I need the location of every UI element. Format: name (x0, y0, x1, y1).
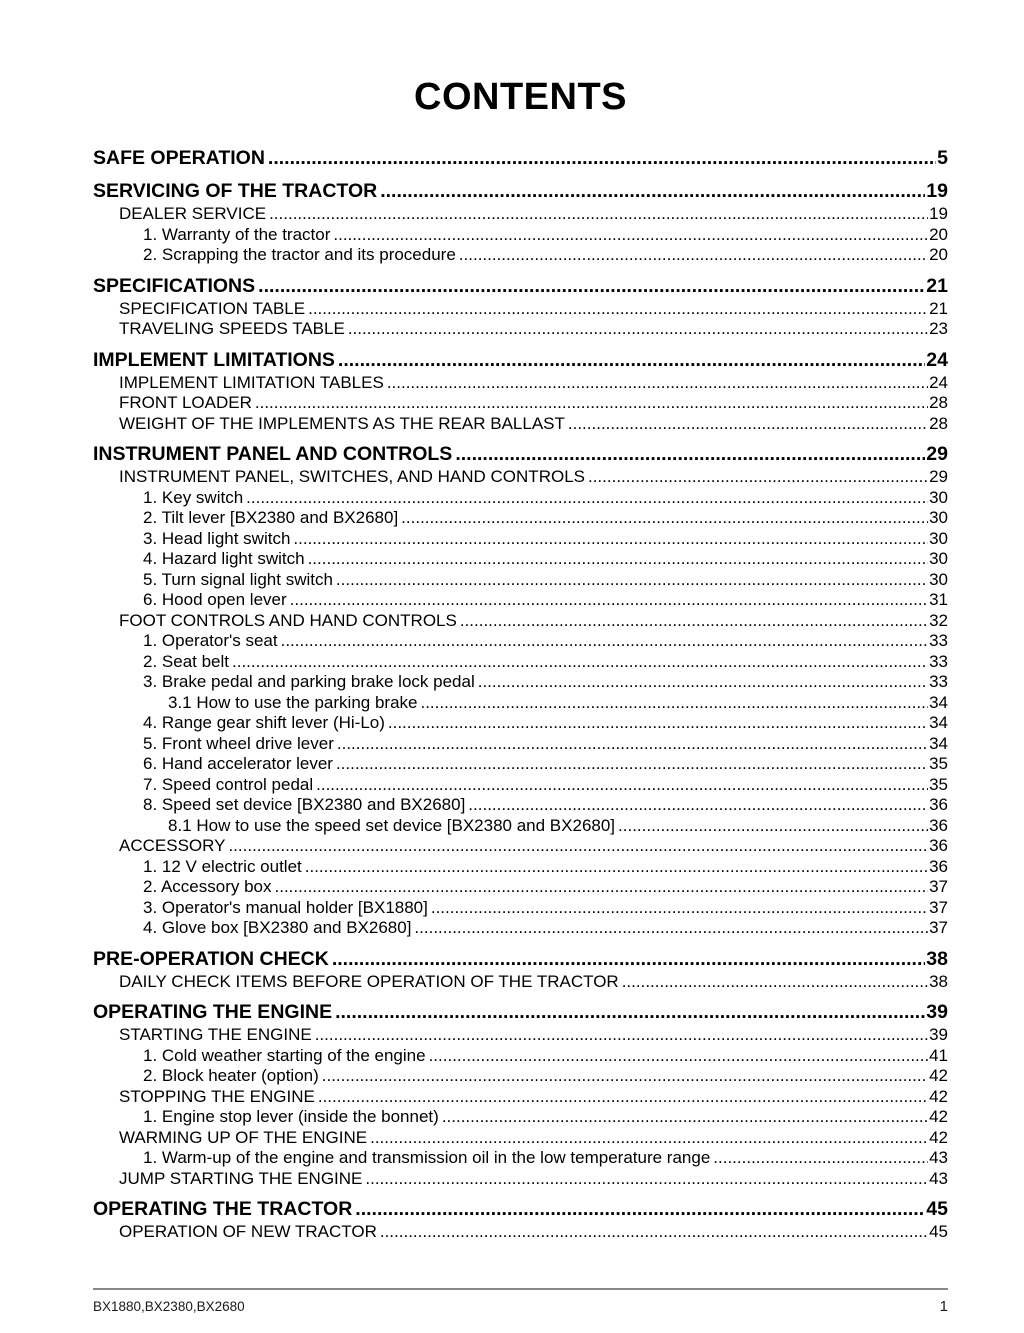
toc-entry-page: 41 (929, 1045, 948, 1065)
toc-entry-label: 3. Operator's manual holder [BX1880] (143, 897, 428, 917)
dot-leader (332, 947, 925, 972)
dot-leader (355, 1197, 925, 1222)
toc-entry (93, 319, 948, 340)
toc-entry (93, 529, 948, 550)
toc-entry-label: 1. Cold weather starting of the engine (143, 1045, 426, 1065)
toc-entry-label: 6. Hood open lever (143, 590, 287, 609)
dot-leader (442, 1107, 928, 1128)
dot-leader (414, 918, 928, 939)
toc-entry (93, 898, 948, 919)
dot-leader (713, 1148, 928, 1169)
toc-entry-page: 36 (929, 856, 948, 876)
toc-entry-label: SPECIFICATION TABLE (119, 298, 306, 318)
toc-entry (93, 590, 948, 611)
dot-leader (348, 319, 928, 340)
toc-entry-page: 33 (929, 631, 948, 650)
dot-leader (568, 414, 928, 435)
toc-entry-label: 3.1 How to use the parking brake (168, 692, 418, 712)
dot-leader (322, 1066, 928, 1087)
toc-entry-label: DEALER SERVICE (119, 204, 267, 223)
toc-entry (93, 393, 948, 414)
dot-leader (468, 795, 928, 816)
toc-entry (93, 947, 948, 972)
toc-entry-label: OPERATING THE ENGINE (93, 1001, 333, 1023)
toc-entry-page: 33 (929, 651, 948, 671)
toc-entry-label: 7. Speed control pedal (143, 774, 314, 794)
toc-entry (93, 713, 948, 734)
toc-entry (93, 146, 948, 171)
toc-entry-page: 30 (929, 528, 948, 548)
dot-leader (380, 179, 925, 204)
toc-entry-page: 36 (929, 836, 948, 855)
toc-entry-page: 24 (929, 372, 948, 392)
dot-leader (337, 734, 928, 755)
toc-entry (93, 652, 948, 673)
toc-entry (93, 549, 948, 570)
toc-entry-label: 8.1 How to use the speed set device [BX2380 and BX2680] (168, 815, 616, 835)
dot-leader (268, 146, 936, 171)
toc-entry-page: 45 (929, 1222, 948, 1241)
dot-leader (336, 570, 928, 591)
toc-entry (93, 1046, 948, 1067)
toc-entry (93, 1197, 948, 1222)
toc-entry (93, 508, 948, 529)
toc-entry-label: OPERATION OF NEW TRACTOR (119, 1222, 377, 1241)
toc-entry-label: PRE-OPERATION CHECK (93, 947, 329, 970)
toc-entry-page: 33 (929, 672, 948, 691)
dot-leader (275, 877, 929, 898)
toc-entry (93, 754, 948, 775)
dot-leader (622, 972, 928, 993)
dot-leader (478, 672, 928, 693)
footer-page-number: 1 (939, 1298, 948, 1315)
toc-entry-page: 29 (926, 443, 948, 465)
footer-model-codes: BX1880,BX2380,BX2680 (93, 1299, 245, 1314)
toc-entry (93, 299, 948, 320)
toc-entry-page: 42 (929, 1127, 948, 1147)
dot-leader (315, 1025, 928, 1046)
dot-leader (281, 631, 928, 652)
toc-entry-page: 45 (926, 1198, 948, 1220)
toc-entry-page: 38 (929, 971, 948, 991)
dot-leader (459, 245, 928, 266)
toc-entry-label: 2. Seat belt (143, 651, 230, 671)
toc-entry-page: 39 (929, 1025, 948, 1044)
toc-entry-label: INSTRUMENT PANEL AND CONTROLS (93, 443, 453, 465)
toc-entry-label: 5. Front wheel drive lever (143, 733, 334, 753)
dot-leader (370, 1128, 928, 1149)
toc-entry-label: 5. Turn signal light switch (143, 569, 333, 589)
dot-leader (269, 204, 928, 225)
toc-entry-page: 28 (929, 393, 948, 412)
toc-entry-page: 32 (929, 610, 948, 630)
toc-entry-label: 3. Head light switch (143, 528, 291, 548)
toc-entry-label: IMPLEMENT LIMITATIONS (93, 348, 335, 371)
toc-entry-label: DAILY CHECK ITEMS BEFORE OPERATION OF THE TRACTOR (119, 971, 619, 991)
toc-entry-label: SAFE OPERATION (93, 147, 265, 169)
dot-leader (460, 611, 928, 632)
toc-entry-page: 42 (929, 1066, 948, 1085)
toc-entry-label: 2. Tilt lever [BX2380 and BX2680] (143, 508, 399, 527)
toc-entry-page: 38 (926, 947, 948, 970)
dot-leader (308, 299, 928, 320)
toc-entry-page: 43 (929, 1168, 948, 1188)
toc-entry (93, 442, 948, 467)
toc-entry (93, 877, 948, 898)
dot-leader (431, 898, 928, 919)
dot-leader (365, 1169, 928, 1190)
toc-entry (93, 179, 948, 204)
toc-entry (93, 795, 948, 816)
toc-entry-label: 8. Speed set device [BX2380 and BX2680] (143, 795, 466, 814)
toc-entry (93, 348, 948, 373)
toc-entry-page: 43 (929, 1148, 948, 1167)
toc-entry (93, 467, 948, 488)
toc-entry-label: 1. Operator's seat (143, 631, 278, 650)
toc-entry-label: FOOT CONTROLS AND HAND CONTROLS (119, 610, 457, 630)
toc-entry-label: STOPPING THE ENGINE (119, 1086, 315, 1106)
toc-entry-page: 29 (929, 467, 948, 486)
toc-entry-page: 5 (937, 147, 948, 169)
toc-entry (93, 857, 948, 878)
toc-entry-page: 37 (929, 918, 948, 937)
toc-entry (93, 918, 948, 939)
toc-entry (93, 631, 948, 652)
toc-entry-page: 30 (929, 508, 948, 527)
toc-entry (93, 611, 948, 632)
toc-entry (93, 1222, 948, 1243)
dot-leader (232, 652, 928, 673)
dot-leader (420, 693, 928, 714)
page-footer (93, 1288, 948, 1315)
toc-entry-page: 21 (926, 274, 948, 297)
toc-entry-page: 36 (929, 795, 948, 814)
toc-entry-page: 34 (929, 733, 948, 753)
toc-entry (93, 414, 948, 435)
toc-entry-page: 36 (929, 815, 948, 835)
toc-entry-page: 30 (929, 487, 948, 507)
toc-entry (93, 836, 948, 857)
dot-leader (387, 373, 928, 394)
toc-entry-label: JUMP STARTING THE ENGINE (119, 1168, 363, 1188)
toc-entry-page: 34 (929, 692, 948, 712)
dot-leader (338, 348, 925, 373)
toc-entry (93, 488, 948, 509)
toc-entry-label: 4. Glove box [BX2380 and BX2680] (143, 918, 412, 937)
toc-entry (93, 775, 948, 796)
toc-entry (93, 1128, 948, 1149)
toc-entry-label: 1. 12 V electric outlet (143, 856, 302, 876)
toc-entry-page: 35 (929, 774, 948, 794)
dot-leader (305, 857, 928, 878)
toc-entry (93, 1025, 948, 1046)
toc-entry-label: 2. Accessory box (143, 877, 272, 896)
toc-entry (93, 373, 948, 394)
toc-entry-label: SERVICING OF THE TRACTOR (93, 180, 378, 202)
toc-entry (93, 693, 948, 714)
dot-leader (618, 816, 928, 837)
toc-entry-label: FRONT LOADER (119, 393, 252, 412)
toc-entry-label: 3. Brake pedal and parking brake lock pedal (143, 672, 475, 691)
toc-entry-page: 28 (929, 413, 948, 433)
dot-leader (318, 1087, 928, 1108)
toc-entry-page: 34 (929, 713, 948, 732)
toc-entry-label: WEIGHT OF THE IMPLEMENTS AS THE REAR BALLAST (119, 413, 565, 433)
dot-leader (258, 274, 925, 299)
toc-entry (93, 1148, 948, 1169)
toc-entry-label: 1. Warranty of the tractor (143, 224, 331, 244)
toc-entry-label: 4. Range gear shift lever (Hi-Lo) (143, 713, 385, 732)
toc-entry-page: 30 (929, 569, 948, 589)
dot-leader (401, 508, 928, 529)
dot-leader (293, 529, 928, 550)
dot-leader (333, 225, 928, 246)
dot-leader (336, 754, 928, 775)
dot-leader (308, 549, 929, 570)
toc-entry-page: 31 (929, 590, 948, 609)
page-title: CONTENTS (414, 76, 627, 118)
toc-entry (93, 734, 948, 755)
toc-entry-label: 1. Key switch (143, 487, 244, 507)
toc-entry-label: 1. Warm-up of the engine and transmission oil in the low temperature range (143, 1148, 711, 1167)
toc-entry-page: 21 (929, 298, 948, 318)
toc-entry-label: 1. Engine stop lever (inside the bonnet) (143, 1107, 439, 1126)
toc-entry-page: 39 (926, 1001, 948, 1023)
toc-entry-label: 2. Block heater (option) (143, 1066, 319, 1085)
toc-entry (93, 816, 948, 837)
toc-entry-label: SPECIFICATIONS (93, 274, 256, 297)
toc-entry-label: OPERATING THE TRACTOR (93, 1198, 353, 1220)
toc-entry (93, 225, 948, 246)
toc-entry-page: 19 (926, 180, 948, 202)
toc-entry (93, 1066, 948, 1087)
toc-entry-page: 37 (929, 897, 948, 917)
toc-entry (93, 1000, 948, 1025)
dot-leader (255, 393, 928, 414)
toc-entry-page: 20 (929, 224, 948, 244)
toc-entry-label: WARMING UP OF THE ENGINE (119, 1127, 368, 1147)
toc-entry-page: 24 (926, 348, 948, 371)
toc-entry-label: INSTRUMENT PANEL, SWITCHES, AND HAND CONTROLS (119, 467, 585, 486)
toc-entry (93, 1169, 948, 1190)
toc-list (93, 146, 948, 1243)
toc-entry (93, 570, 948, 591)
toc-entry (93, 1087, 948, 1108)
toc-entry-label: ACCESSORY (119, 836, 226, 855)
toc-entry-page: 37 (929, 877, 948, 896)
toc-entry-page: 35 (929, 754, 948, 773)
toc-entry-page: 19 (929, 204, 948, 223)
dot-leader (335, 1000, 925, 1025)
toc-entry-page: 23 (929, 319, 948, 338)
toc-entry (93, 972, 948, 993)
toc-entry-label: 4. Hazard light switch (143, 549, 305, 568)
toc-entry-label: 6. Hand accelerator lever (143, 754, 333, 773)
dot-leader (316, 775, 928, 796)
toc-entry (93, 672, 948, 693)
dot-leader (290, 590, 928, 611)
dot-leader (388, 713, 928, 734)
dot-leader (588, 467, 928, 488)
toc-entry-label: IMPLEMENT LIMITATION TABLES (119, 372, 384, 392)
toc-entry-page: 30 (929, 549, 948, 568)
dot-leader (380, 1222, 928, 1243)
toc-entry-page: 42 (929, 1086, 948, 1106)
toc-entry-label: TRAVELING SPEEDS TABLE (119, 319, 345, 338)
toc-entry-label: STARTING THE ENGINE (119, 1025, 312, 1044)
toc-entry (93, 245, 948, 266)
dot-leader (429, 1046, 929, 1067)
toc-entry-page: 42 (929, 1107, 948, 1126)
dot-leader (228, 836, 928, 857)
dot-leader (455, 442, 925, 467)
dot-leader (246, 488, 928, 509)
toc-entry-page: 20 (929, 245, 948, 264)
toc-entry (93, 274, 948, 299)
toc-entry (93, 1107, 948, 1128)
toc-entry (93, 204, 948, 225)
toc-entry-label: 2. Scrapping the tractor and its procedure (143, 245, 456, 264)
